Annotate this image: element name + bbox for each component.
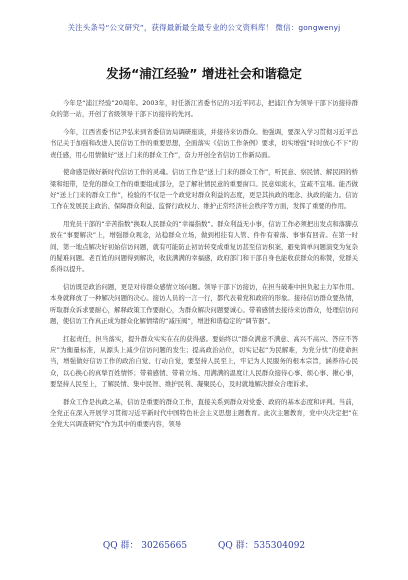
paragraph: 今年是“浦江经验”20周年。2003年，时任浙江省委书记的习近平同志，把浦江作为领导干部下访接待群众的第一站，开创了省级领导干部下访接待的先河。 [50,99,358,119]
paragraph: 扛起责任，担当落实，提升群众实实在在的获得感。要始终以“群众满意不满意、高兴不高兴、答应不答应”为衡量标准，从源头上减少信访问题的发生；提高政治站位，切实记起“为民解难，为党分忧”的使命担当，增强做好信访工作的政治自觉、行动自觉，要坚持人民至上，牢记为人民服务的根本宗旨，涵养待心民众，以心换心的真挚百姓情怀；带着感情、带着立场、用满满的温度让人民群众接待心事、烦心事、揪心事，要坚持人民至上，了解民情、集中民智、维护民利、凝聚民心，及时就地解决群众合理诉求。 [50,334,358,389]
paragraph: 用党员干部的“辛苦指数”换取人民群众的“幸福指数”。群众利益无小事，信访工作必须把出发点和落脚点放在“事要解决”上，增强群众观念，站稳群众立场，做到相挂有人管、件件有着落、事事有回音。在第一时间、第一地点解决好初始信访问题，就有可能防止初访转变成重复访甚至信访积案，避免简单问题演变为复杂的疑难问题。老百姓的问题得到解决，收获满满的幸福感，政府部门和干部自身也能收获群众的称赞，党群关系得以提升。 [50,220,358,274]
paragraph: 今年，江西省委书记尹弘来到省委信访局调研座谈，并接待来访群众。他强调，要深入学习贯彻习近平总书记关于加强和改进人民信访工作的重要思想，全面落实《信访工作条例》要求，切实增强“时时放心不下”的责任感，用心用情做好“送上门来的群众工作”，奋力开创全省信访工作新局面。 [50,128,358,159]
qq-group-2: QQ 群：535304092 [218,541,306,551]
document-title: 发扬“浦江经验” 增进社会和谐稳定 [106,66,302,81]
document-body [50,98,358,437]
paragraph: 群众工作是执政之基，信访是重要的群众工作，直接关系到群众对党委、政府的基本态度和评判。当前，全党正在深入开展学习贯彻习近平新时代中国特色社会主义思想主题教育。此次主题教育，党中央决定把“在全党大兴调查研究”作为其中的重要内容，领导 [50,397,358,429]
paragraph: 信访既是政治问题，更是对待群众感情立场问题。领导干部下访接访，在担当破难中担负起主力军作用。本身就释放了一种解决问题的决心。接访人员的一言一行，都代表着党和政府的形象。接待信访群众要热情，听取群众诉求要耐心，解释政策工作要耐心，为群众解决问题要诚心。带着感情去接待来访群众，处理信访问题，使信访工作真正成为群众化解情绪的“减压阀”，增进和谐稳定的“调节器”。 [50,283,358,326]
qq-group-1: QQ 群： 30265665 [102,541,188,551]
promo-banner: 关注头条号“公文研究”，获得最新最全最专业的公文资料库！ 微信：gongwenyj [67,23,341,32]
paragraph: 使命感是做好新时代信访工作的灵魂。信访工作是“送上门来的群众工作”，听民意、察民情、解民困的桥梁和纽带，是党的群众工作的重要组成部分，是了解社情民意的重要窗口。民意如流水，宜疏不宜堵。能否做好“送上门来的群众工作”，检验的不仅是一个政党对群众利益的态度，更是其执政的理念、执政的能力。信访工作在发展民主政治、保障群众利益、监督行政权力、维护正常经济社会秩序等方面，发挥了重要的作用。 [50,168,358,211]
footer-contact [0,538,408,551]
